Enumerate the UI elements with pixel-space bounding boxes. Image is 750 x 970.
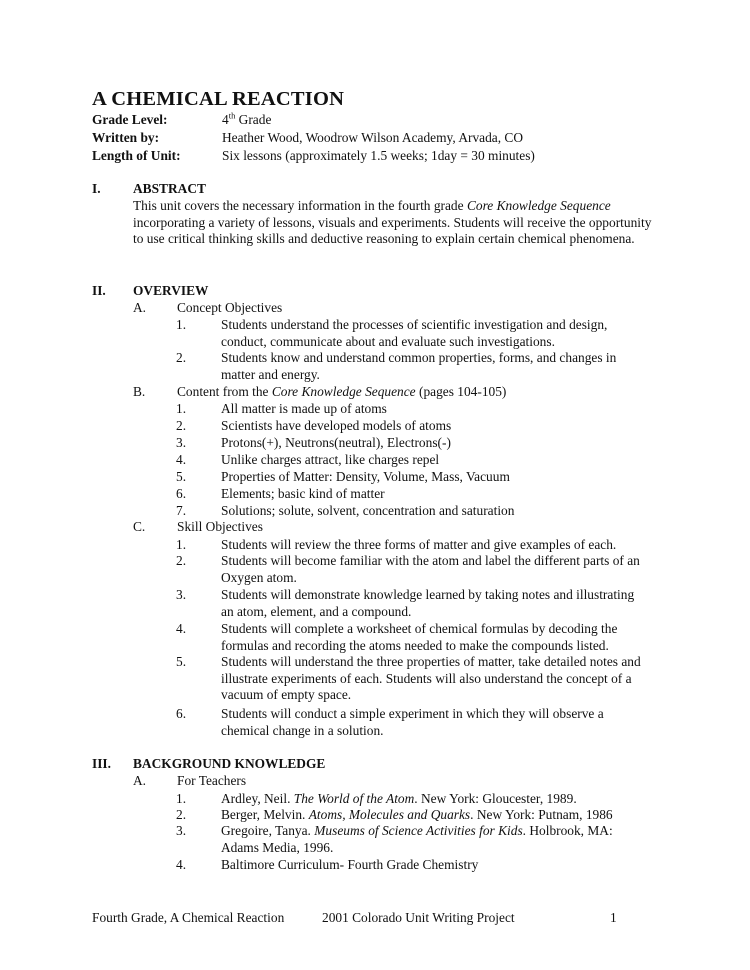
item-number: 3. <box>176 435 187 450</box>
footer-page-number: 1 <box>610 910 617 925</box>
subsection-content: Content from the Core Knowledge Sequence (pages 104-105) <box>177 384 507 399</box>
meta-value: Six lessons (approximately 1.5 weeks; 1day = 30 minutes) <box>222 148 535 163</box>
subsection-letter: A. <box>133 300 147 315</box>
item-number: 1. <box>176 791 187 806</box>
list-item: Students will conduct a simple experiment in which they will observe a chemical change in a solution. <box>221 706 604 738</box>
meta-label: Length of Unit: <box>92 148 181 163</box>
list-item: Students will demonstrate knowledge learned by taking notes and illustrating an atom, element, and a compound. <box>221 587 635 619</box>
section-heading-overview: OVERVIEW <box>133 283 209 298</box>
item-number: 4. <box>176 621 187 636</box>
item-number: 3. <box>176 587 187 602</box>
footer-center: 2001 Colorado Unit Writing Project <box>322 910 515 925</box>
item-number: 6. <box>176 706 187 721</box>
document-title: A CHEMICAL REACTION <box>92 88 345 110</box>
list-item: All matter is made up of atoms <box>221 401 387 416</box>
subsection-skill-objectives: Skill Objectives <box>177 519 263 534</box>
item-number: 4. <box>176 452 187 467</box>
list-item: Students will complete a worksheet of chemical formulas by decoding the formulas and recording the atoms needed to make the compounds listed. <box>221 621 618 653</box>
meta-value: 4th Grade <box>222 110 272 127</box>
subsection-concept-objectives: Concept Objectives <box>177 300 283 315</box>
list-item: Properties of Matter: Density, Volume, Mass, Vacuum <box>221 469 510 484</box>
item-number: 2. <box>176 350 187 365</box>
subsection-letter: A. <box>133 773 147 788</box>
list-item: Solutions; solute, solvent, concentration and saturation <box>221 503 515 518</box>
reference-item: Ardley, Neil. The World of the Atom. New York: Gloucester, 1989. <box>221 791 577 806</box>
list-item: Students will review the three forms of matter and give examples of each. <box>221 537 617 552</box>
subsection-letter: B. <box>133 384 146 399</box>
list-item: Protons(+), Neutrons(neutral), Electrons(-) <box>221 435 451 450</box>
list-item: Students will become familiar with the atom and label the different parts of an Oxygen atom. <box>221 553 640 585</box>
item-number: 2. <box>176 807 187 822</box>
list-item: Students understand the processes of scientific investigation and design, conduct, communicate about and evaluate such investigations. <box>221 317 608 349</box>
list-item: Students will understand the three properties of matter, take detailed notes and illustrate experiments of each. Students will also understand the concept of a vacuum of empty space. <box>221 654 641 703</box>
item-number: 1. <box>176 401 187 416</box>
subsection-letter: C. <box>133 519 146 534</box>
meta-label: Grade Level: <box>92 112 168 127</box>
reference-item: Baltimore Curriculum- Fourth Grade Chemistry <box>221 857 479 872</box>
reference-item: Gregoire, Tanya. Museums of Science Activities for Kids. Holbrook, MA: Adams Media, 1996. <box>221 823 613 855</box>
section-heading-background: BACKGROUND KNOWLEDGE <box>133 756 326 771</box>
footer-left: Fourth Grade, A Chemical Reaction <box>92 910 285 925</box>
section-number: III. <box>92 756 111 771</box>
item-number: 3. <box>176 823 187 838</box>
item-number: 6. <box>176 486 187 501</box>
reference-item: Berger, Melvin. Atoms, Molecules and Quarks. New York: Putnam, 1986 <box>221 807 613 822</box>
abstract-paragraph: This unit covers the necessary information in the fourth grade Core Knowledge Sequence incorporating a variety of lessons, visuals and experiments. Students will receive the opportunity to use critical thinking skills and deductive reasoning to explain certain chemical phenomena. <box>133 198 652 247</box>
item-number: 1. <box>176 317 187 332</box>
section-number: II. <box>92 283 106 298</box>
list-item: Students know and understand common properties, forms, and changes in matter and energy. <box>221 350 617 382</box>
meta-label: Written by: <box>92 130 160 145</box>
list-item: Unlike charges attract, like charges repel <box>221 452 440 467</box>
item-number: 5. <box>176 469 187 484</box>
item-number: 7. <box>176 503 187 518</box>
section-heading-abstract: ABSTRACT <box>133 181 206 196</box>
subsection-for-teachers: For Teachers <box>177 773 247 788</box>
item-number: 2. <box>176 553 187 568</box>
meta-value: Heather Wood, Woodrow Wilson Academy, Arvada, CO <box>222 130 524 145</box>
list-item: Elements; basic kind of matter <box>221 486 385 501</box>
section-number: I. <box>92 181 101 196</box>
item-number: 4. <box>176 857 187 872</box>
item-number: 1. <box>176 537 187 552</box>
item-number: 2. <box>176 418 187 433</box>
item-number: 5. <box>176 654 187 669</box>
list-item: Scientists have developed models of atoms <box>221 418 452 433</box>
